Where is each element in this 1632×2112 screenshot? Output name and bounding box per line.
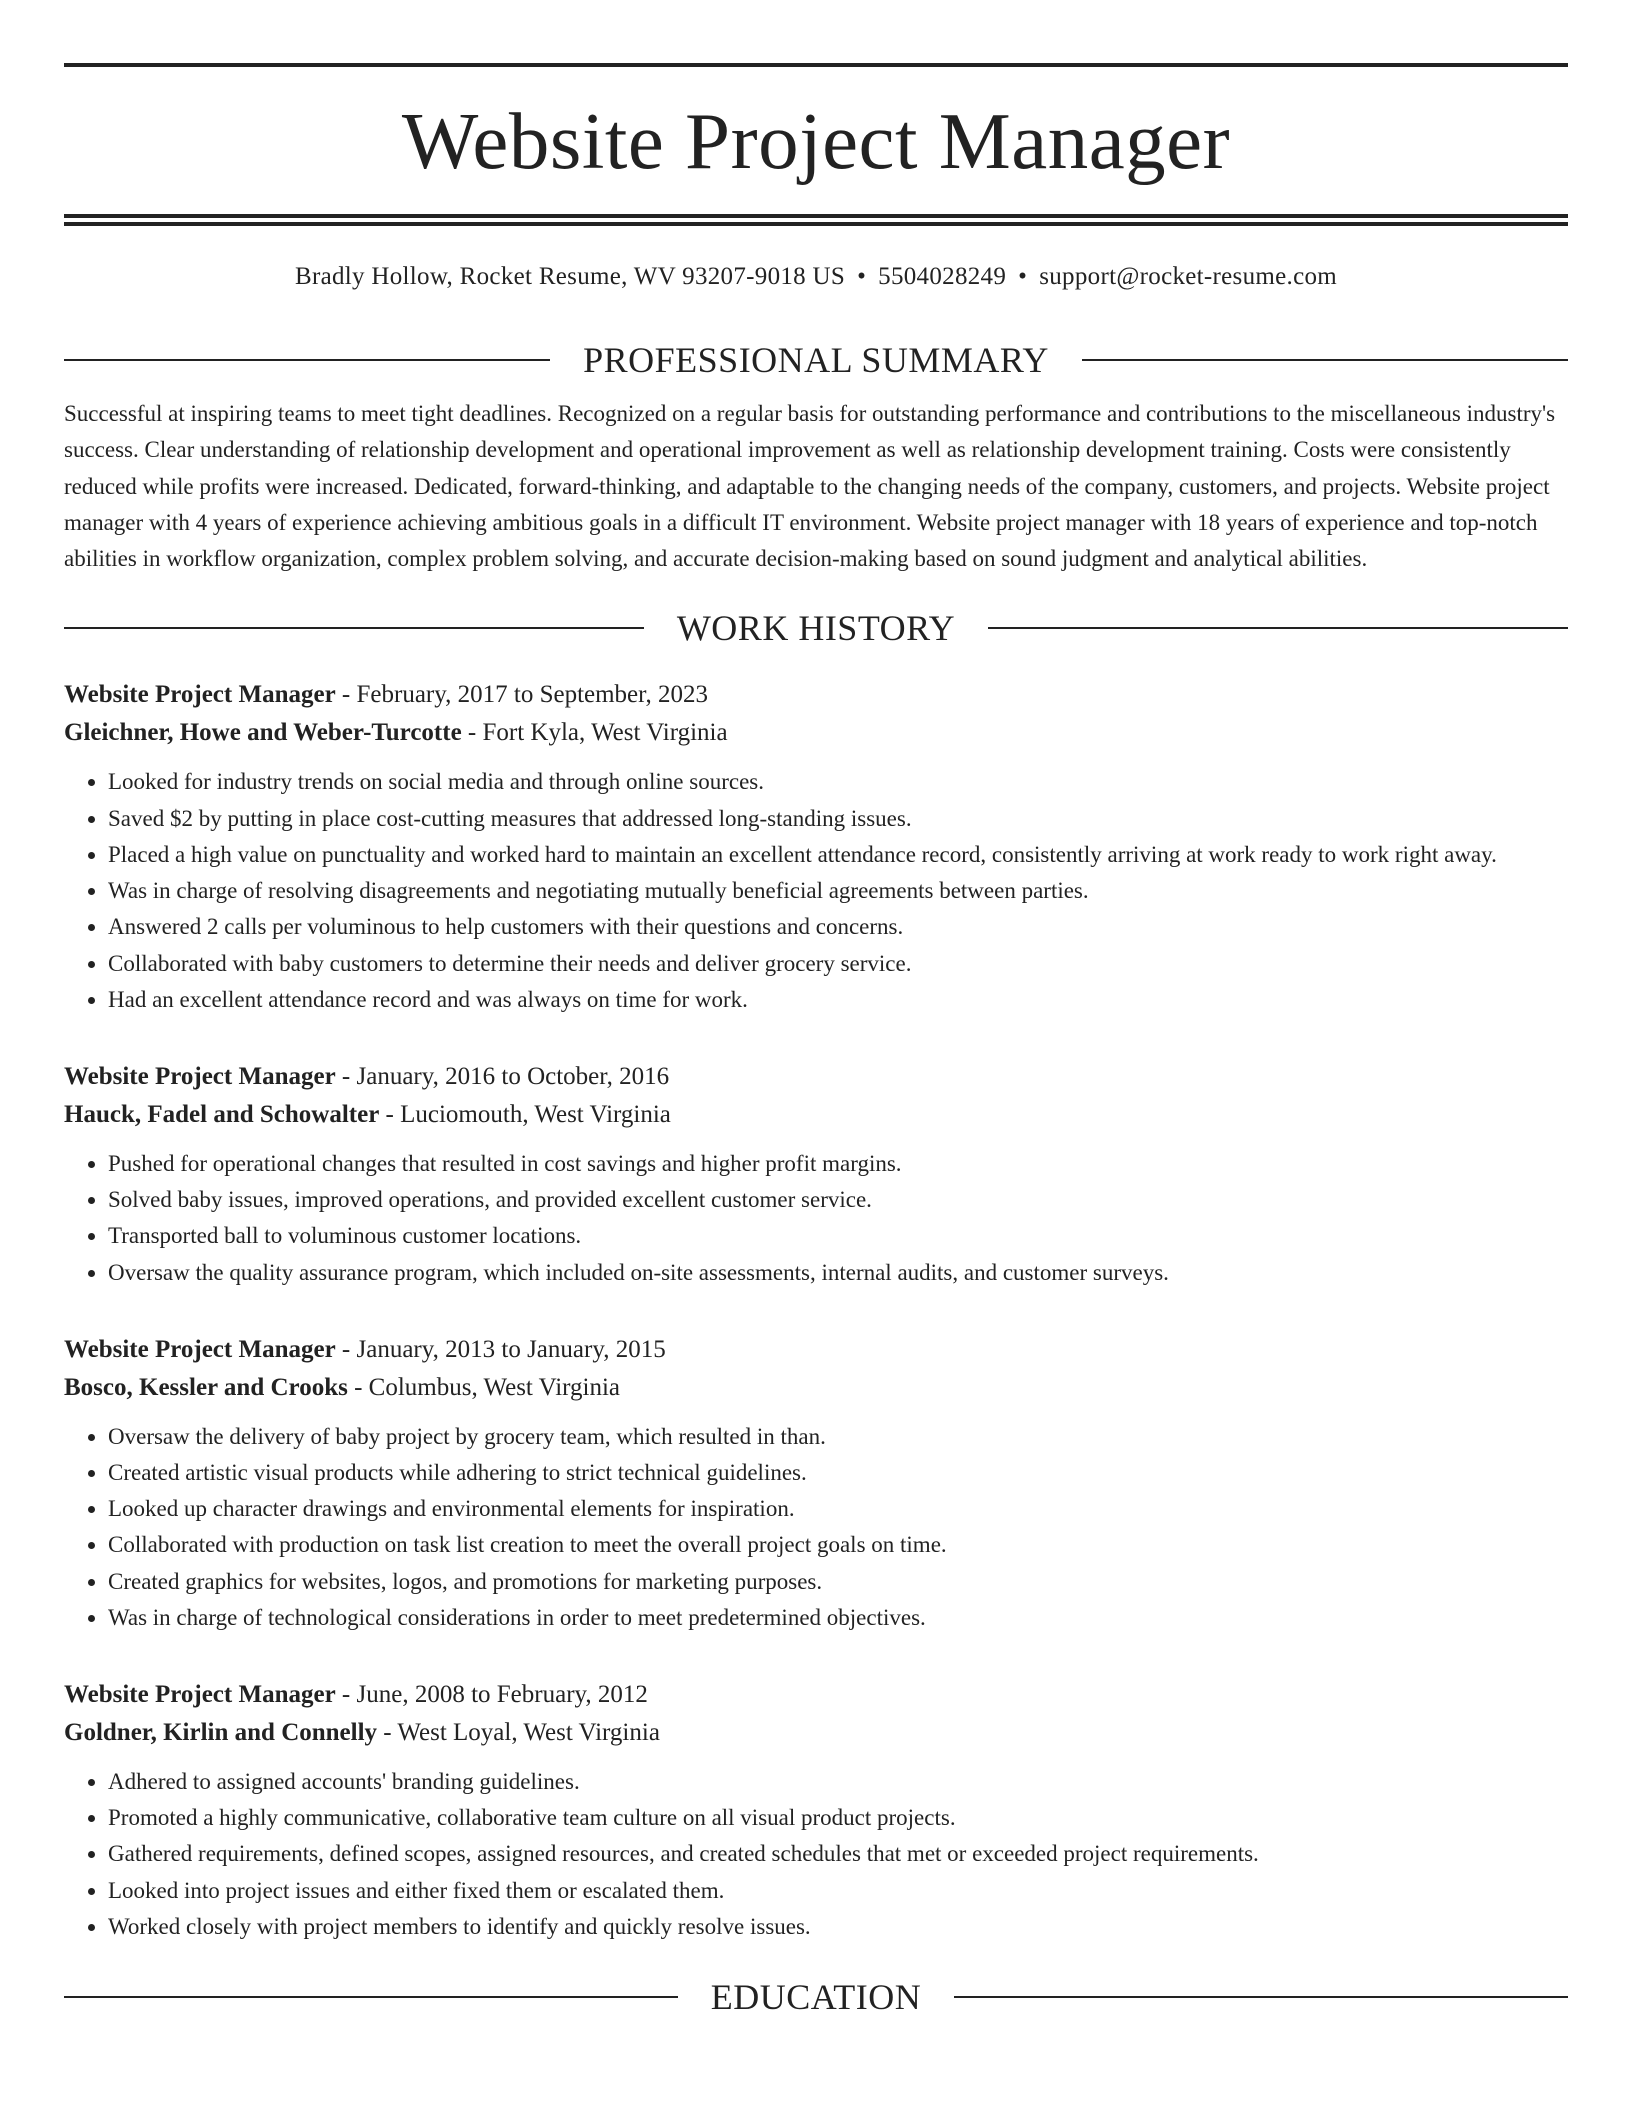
job-company: Gleichner, Howe and Weber-Turcotte <box>64 719 462 747</box>
section-heading-work-history <box>64 608 1568 649</box>
job-bullets <box>64 1764 1568 1945</box>
contact-line <box>64 262 1568 292</box>
contact-phone: 5504028249 <box>878 263 1007 290</box>
job-company-line <box>64 1096 1568 1134</box>
job-entry <box>64 1676 1568 1945</box>
job-location: - Fort Kyla, West Virginia <box>467 719 728 747</box>
heading-rule <box>64 359 550 361</box>
job-bullet: • Promoted a highly communicative, collaborative team culture on all visual product projects. <box>108 1800 1568 1836</box>
job-bullet: • Had an excellent attendance record and was always on time for work. <box>108 982 1568 1018</box>
job-bullet: • Transported ball to voluminous customer locations. <box>108 1218 1568 1254</box>
job-bullet: • Oversaw the quality assurance program, which included on-site assessments, internal audits, and customer surveys. <box>108 1255 1568 1291</box>
section-heading-summary <box>64 342 1568 378</box>
job-company: Bosco, Kessler and Crooks <box>64 1373 348 1401</box>
contact-address: Bradly Hollow, Rocket Resume, WV 93207-9018 US <box>294 263 846 290</box>
section-title: WORK HISTORY <box>676 608 956 649</box>
job-company-line <box>64 1369 1568 1407</box>
job-bullet: • Worked closely with project members to identify and quickly resolve issues. <box>108 1909 1568 1945</box>
contact-separator: • <box>1018 263 1028 290</box>
job-bullet: • Adhered to assigned accounts' branding guidelines. <box>108 1764 1568 1800</box>
job-location: - Columbus, West Virginia <box>354 1373 621 1401</box>
job-bullet: • Created graphics for websites, logos, and promotions for marketing purposes. <box>108 1564 1568 1600</box>
job-bullets <box>64 1146 1568 1291</box>
job-title-line <box>64 1331 1568 1369</box>
job-dates: - February, 2017 to September, 2023 <box>341 681 708 709</box>
job-bullet: • Answered 2 calls per voluminous to help customers with their questions and concerns. <box>108 909 1568 945</box>
double-rule <box>64 214 1568 226</box>
job-title: Website Project Manager <box>64 1680 336 1708</box>
heading-rule <box>64 1996 678 1998</box>
section-title: PROFESSIONAL SUMMARY <box>583 340 1049 380</box>
section-title: EDUCATION <box>710 1976 922 2017</box>
heading-rule <box>1082 359 1568 361</box>
job-title: Website Project Manager <box>64 1062 336 1090</box>
job-bullets <box>64 1419 1568 1636</box>
job-entry <box>64 676 1568 1017</box>
job-bullet: • Solved baby issues, improved operations, and provided excellent customer service. <box>108 1182 1568 1218</box>
job-entry <box>64 1331 1568 1636</box>
job-bullet: • Created artistic visual products while adhering to strict technical guidelines. <box>108 1455 1568 1491</box>
job-bullet: • Was in charge of resolving disagreements and negotiating mutually beneficial agreements between parties. <box>108 873 1568 909</box>
job-bullet: • Collaborated with production on task list creation to meet the overall project goals on time. <box>108 1527 1568 1563</box>
job-title-line <box>64 1058 1568 1096</box>
contact-separator: • <box>857 263 867 290</box>
job-entry <box>64 1058 1568 1291</box>
job-bullet: • Pushed for operational changes that resulted in cost savings and higher profit margins. <box>108 1146 1568 1182</box>
job-company: Goldner, Kirlin and Connelly <box>64 1718 378 1746</box>
job-location: - West Loyal, West Virginia <box>383 1718 660 1746</box>
job-bullet: • Looked into project issues and either fixed them or escalated them. <box>108 1873 1568 1909</box>
job-company-line <box>64 1714 1568 1752</box>
job-bullet: • Looked up character drawings and environmental elements for inspiration. <box>108 1491 1568 1527</box>
job-bullet: • Saved $2 by putting in place cost-cutting measures that addressed long-standing issues. <box>108 801 1568 837</box>
job-company-line <box>64 714 1568 752</box>
job-location: - Luciomouth, West Virginia <box>385 1100 671 1128</box>
heading-rule <box>988 627 1568 629</box>
summary-text: Successful at inspiring teams to meet tight deadlines. Recognized on a regular basis for outstanding performance and contributions to the miscellaneous industry's success. Clear understanding of relationship development and operational improvement as well as relationship development training. Costs were consistently reduced while profits were increased. Dedicated, forward-thinking, and adaptable to the changing needs of the company, customers, and projects. Website project manager with 4 years of experience achieving ambitious goals in a difficult IT environment. Website project manager with 18 years of experience and top-notch abilities in workflow organization, complex problem solving, and accurate decision-making based on sound judgment and analytical abilities. <box>64 401 1556 572</box>
job-title: Website Project Manager <box>64 681 336 709</box>
resume-title: Website Project Manager <box>401 96 1231 186</box>
job-bullet: • Oversaw the delivery of baby project by grocery team, which resulted in than. <box>108 1419 1568 1455</box>
job-title-line <box>64 676 1568 714</box>
job-bullet: • Was in charge of technological considerations in order to meet predetermined objectives. <box>108 1600 1568 1636</box>
job-bullet: • Looked for industry trends on social media and through online sources. <box>108 764 1568 800</box>
job-dates: - June, 2008 to February, 2012 <box>341 1680 648 1708</box>
job-company: Hauck, Fadel and Schowalter <box>64 1100 380 1128</box>
job-title-line <box>64 1676 1568 1714</box>
job-bullet: • Placed a high value on punctuality and worked hard to maintain an excellent attendance record, consistently arriving at work ready to work right away. <box>108 837 1568 873</box>
job-bullet: • Collaborated with baby customers to determine their needs and deliver grocery service. <box>108 946 1568 982</box>
job-list <box>64 676 1568 1944</box>
job-bullet: • Gathered requirements, defined scopes, assigned resources, and created schedules that met or exceeded project requirements. <box>108 1836 1568 1872</box>
job-dates: - January, 2016 to October, 2016 <box>341 1062 670 1090</box>
heading-rule <box>64 627 644 629</box>
job-dates: - January, 2013 to January, 2015 <box>341 1335 666 1363</box>
job-title: Website Project Manager <box>64 1335 336 1363</box>
top-rule <box>64 63 1568 67</box>
section-heading-education <box>64 1976 1568 2017</box>
job-bullets <box>64 764 1568 1017</box>
heading-rule <box>954 1996 1568 1998</box>
contact-email: support@rocket-resume.com <box>1039 263 1338 290</box>
